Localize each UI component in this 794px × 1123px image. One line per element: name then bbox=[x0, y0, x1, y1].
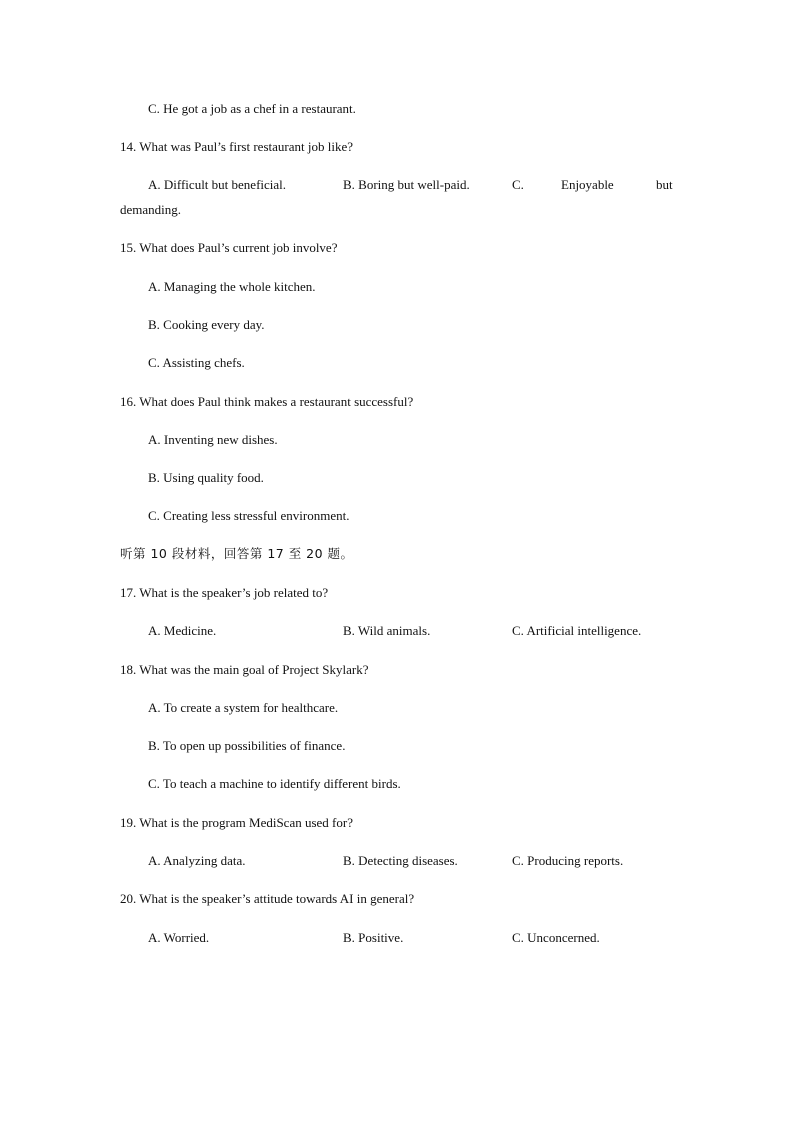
q18-option-a: A. To create a system for healthcare. bbox=[148, 700, 339, 715]
q19-option-a: A. Analyzing data. bbox=[148, 853, 246, 868]
q15-option-a: A. Managing the whole kitchen. bbox=[148, 279, 316, 294]
q14-option-c-letter: C. bbox=[512, 177, 524, 192]
q16-option-a: A. Inventing new dishes. bbox=[148, 432, 278, 447]
q20-question: 20. What is the speaker’s attitude towards AI in general? bbox=[120, 891, 415, 906]
section-instruction: 听第 10 段材料，回答第 17 至 20 题。 bbox=[120, 546, 354, 561]
q15-option-b: B. Cooking every day. bbox=[148, 317, 265, 332]
q15-option-c: C. Assisting chefs. bbox=[148, 355, 245, 370]
q20-option-b: B. Positive. bbox=[343, 930, 404, 945]
q19-option-c: C. Producing reports. bbox=[512, 853, 624, 868]
q17-option-c: C. Artificial intelligence. bbox=[512, 623, 642, 638]
q14-option-c-word2: but bbox=[656, 177, 673, 192]
q18-question: 18. What was the main goal of Project Skylark? bbox=[120, 662, 369, 677]
q18-option-b: B. To open up possibilities of finance. bbox=[148, 738, 346, 753]
q14-question: 14. What was Paul’s first restaurant job like? bbox=[120, 139, 353, 154]
q20-option-c: C. Unconcerned. bbox=[512, 930, 600, 945]
q14-option-c-word1: Enjoyable bbox=[561, 177, 614, 192]
q18-option-c: C. To teach a machine to identify different birds. bbox=[148, 776, 401, 791]
q15-question: 15. What does Paul’s current job involve? bbox=[120, 240, 338, 255]
q13-option-c: C. He got a job as a chef in a restaurant. bbox=[148, 101, 356, 116]
q20-option-a: A. Worried. bbox=[148, 930, 210, 945]
q14-option-a: A. Difficult but beneficial. bbox=[148, 177, 287, 192]
q17-question: 17. What is the speaker’s job related to? bbox=[120, 585, 329, 600]
q16-option-c: C. Creating less stressful environment. bbox=[148, 508, 350, 523]
q19-option-b: B. Detecting diseases. bbox=[343, 853, 458, 868]
q14-option-c-word3: demanding. bbox=[120, 202, 182, 217]
q16-option-b: B. Using quality food. bbox=[148, 470, 264, 485]
q14-option-b: B. Boring but well-paid. bbox=[343, 177, 470, 192]
q19-question: 19. What is the program MediScan used for? bbox=[120, 815, 353, 830]
q17-option-b: B. Wild animals. bbox=[343, 623, 431, 638]
q17-option-a: A. Medicine. bbox=[148, 623, 217, 638]
q16-question: 16. What does Paul think makes a restaurant successful? bbox=[120, 394, 414, 409]
